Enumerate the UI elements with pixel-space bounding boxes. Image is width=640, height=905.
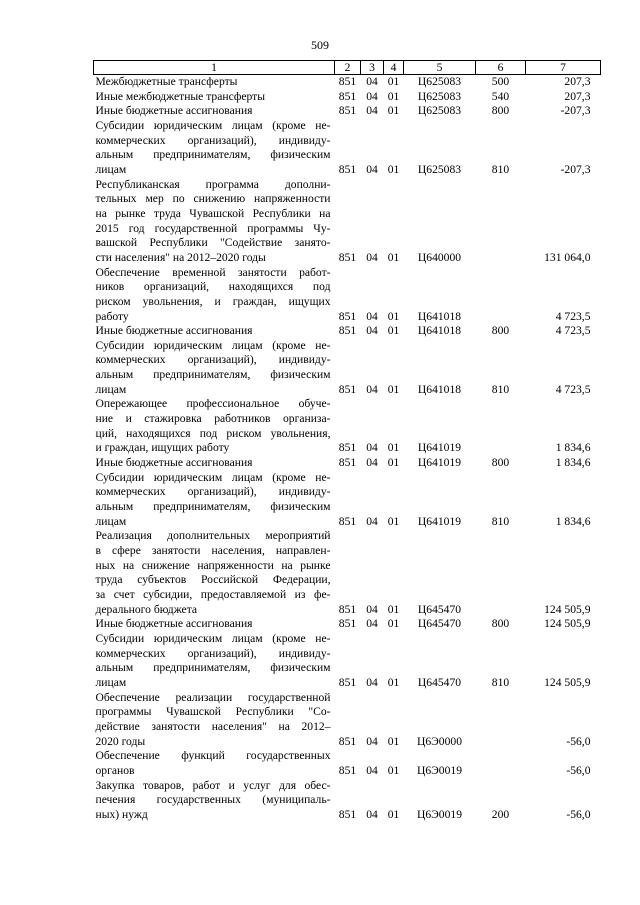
row-target-code: Ц6Э0019	[416, 807, 462, 821]
row-name-line: Межбюджетные трансферты	[95, 75, 238, 88]
row-section: 04	[366, 89, 378, 103]
row-ministry: 851	[338, 514, 357, 528]
row-amount: 124 505,9	[544, 617, 591, 631]
row-target-code: Ц6Э0000	[416, 734, 462, 748]
row-name-line: в сфере занятости населения, направлен-	[95, 544, 331, 557]
row-name	[94, 178, 335, 266]
row-name-line: ние и стажировка работников организа-	[95, 412, 331, 426]
row-target-code: Ц641019	[417, 441, 462, 455]
row-ministry: 851	[338, 807, 357, 821]
row-amount: -56,0	[566, 763, 591, 777]
row-ministry: 851	[338, 675, 357, 689]
row-name-line: дерального бюджета	[95, 602, 198, 616]
row-section: 04	[366, 162, 378, 176]
row-expense-type: 800	[491, 104, 510, 118]
table-row	[94, 471, 601, 530]
row-section: 04	[366, 441, 378, 455]
row-name-line: ций, находящихся под риском увольнения,	[95, 426, 331, 440]
row-name	[94, 104, 335, 119]
row-target-code: Ц625083	[417, 104, 462, 118]
header-cell: 4	[384, 61, 404, 75]
row-name-line: риском увольнения, и граждан, ищущих	[95, 294, 331, 308]
header-cell: 5	[404, 61, 476, 75]
row-subsection: 01	[387, 514, 400, 528]
row-section: 04	[366, 617, 378, 631]
row-subsection: 01	[387, 734, 400, 748]
header-cell: 6	[476, 61, 526, 75]
row-name	[94, 779, 335, 823]
row-name	[94, 529, 335, 617]
row-subsection: 01	[387, 324, 400, 338]
row-name-line: Иные бюджетные ассигнования	[95, 324, 253, 338]
row-name-line: лицам	[95, 514, 127, 528]
row-name-line: труда субъектов Российской Федерации,	[95, 573, 331, 587]
table-row	[94, 617, 601, 632]
row-name-line: альным предпринимателям, физическим	[95, 500, 331, 514]
row-amount: 124 505,9	[544, 675, 591, 689]
row-expense-type: 810	[491, 675, 510, 689]
table-row	[94, 90, 601, 105]
row-section: 04	[366, 456, 378, 470]
table-body	[94, 75, 601, 823]
row-amount: 124 505,9	[544, 602, 591, 616]
row-name	[94, 397, 335, 456]
row-name-line: альным предпринимателям, физическим	[95, 368, 331, 382]
row-amount: -56,0	[566, 734, 591, 748]
table-row	[94, 529, 601, 617]
row-amount: 131 064,0	[544, 250, 591, 264]
row-expense-type	[476, 749, 526, 778]
row-section: 04	[366, 75, 378, 88]
row-target-code: Ц625083	[417, 89, 462, 103]
row-name	[94, 749, 335, 778]
header-cell: 2	[335, 61, 361, 75]
row-ministry: 851	[338, 441, 357, 455]
row-target-code: Ц645470	[417, 617, 462, 631]
row-name-line: Субсидии юридическим лицам (кроме не-	[95, 470, 331, 484]
row-name-line: программы Чувашской Республики "Со-	[95, 705, 331, 719]
row-name	[94, 617, 335, 632]
row-name-line: Субсидии юридическим лицам (кроме не-	[95, 118, 331, 132]
row-section: 04	[366, 734, 378, 748]
row-subsection: 01	[387, 250, 400, 264]
row-amount: 4 723,5	[555, 309, 591, 323]
row-expense-type: 800	[491, 456, 510, 470]
table-row	[94, 119, 601, 178]
row-section: 04	[366, 324, 378, 338]
page-number: 509	[311, 38, 329, 52]
row-amount: 207,3	[564, 89, 591, 103]
row-subsection: 01	[387, 162, 400, 176]
row-name-line: лицам	[95, 382, 127, 396]
row-name-line: Субсидии юридическим лицам (кроме не-	[95, 338, 331, 352]
row-ministry: 851	[338, 456, 357, 470]
table-header	[94, 61, 601, 75]
table-row	[94, 339, 601, 398]
row-target-code: Ц645470	[417, 675, 462, 689]
row-name-line: работу	[95, 309, 129, 323]
row-name	[94, 75, 335, 90]
row-name-line: Обеспечение функций государственных	[95, 749, 331, 763]
row-name-line: лицам	[95, 162, 127, 176]
row-name-line: Иные межбюджетные трансферты	[95, 89, 266, 103]
row-subsection: 01	[387, 75, 400, 88]
table-row	[94, 456, 601, 471]
row-expense-type	[476, 178, 526, 266]
row-amount: 1 834,6	[555, 456, 591, 470]
row-name-line: альным предпринимателям, физическим	[95, 661, 331, 675]
row-subsection: 01	[387, 89, 400, 103]
row-name-line: на рынке труда Чувашской Республики на	[95, 206, 331, 220]
table-row	[94, 104, 601, 119]
row-ministry: 851	[338, 250, 357, 264]
row-amount: -207,3	[560, 104, 591, 118]
row-name-line: 2015 год государственной программы Чу-	[95, 221, 331, 235]
header-row	[94, 61, 601, 75]
row-name-line: Иные бюджетные ассигнования	[95, 456, 253, 470]
row-ministry: 851	[338, 763, 357, 777]
table-row	[94, 266, 601, 325]
row-subsection: 01	[387, 617, 400, 631]
row-name-line: Иные бюджетные ассигнования	[95, 104, 253, 118]
header-cell: 3	[361, 61, 384, 75]
row-name-line: 2020 годы	[95, 734, 146, 748]
row-name-line: Субсидии юридическим лицам (кроме не-	[95, 631, 331, 645]
row-subsection: 01	[387, 763, 400, 777]
row-section: 04	[366, 250, 378, 264]
table-row	[94, 779, 601, 823]
row-name	[94, 691, 335, 750]
table-row	[94, 691, 601, 750]
row-name-line: вашской Республики "Содействие занято-	[95, 236, 331, 250]
header-cell: 1	[94, 61, 335, 75]
row-ministry: 851	[338, 324, 357, 338]
table-row	[94, 324, 601, 339]
row-target-code: Ц625083	[417, 162, 462, 176]
row-subsection: 01	[387, 602, 400, 616]
row-name-line: Республиканская программа дополни-	[95, 177, 331, 191]
row-section: 04	[366, 675, 378, 689]
row-ministry: 851	[338, 734, 357, 748]
row-name-line: коммерческих организаций), индивиду-	[95, 353, 331, 367]
row-subsection: 01	[387, 675, 400, 689]
row-name-line: Иные бюджетные ассигнования	[95, 617, 253, 631]
row-amount: 1 834,6	[555, 514, 591, 528]
row-target-code: Ц641019	[417, 514, 462, 528]
row-section: 04	[366, 309, 378, 323]
row-subsection: 01	[387, 104, 400, 118]
row-ministry: 851	[338, 89, 357, 103]
row-ministry: 851	[338, 382, 357, 396]
row-name-line: Опережающее профессиональное обуче-	[95, 397, 331, 411]
row-name-line: коммерческих организаций), индивиду-	[95, 646, 331, 660]
row-expense-type: 800	[491, 617, 510, 631]
row-target-code: Ц641018	[417, 382, 462, 396]
row-name	[94, 471, 335, 530]
row-name	[94, 339, 335, 398]
row-name-line: коммерческих организаций), индивиду-	[95, 485, 331, 499]
row-amount: 1 834,6	[555, 441, 591, 455]
row-section: 04	[366, 382, 378, 396]
row-expense-type: 810	[491, 382, 510, 396]
row-expense-type	[476, 397, 526, 456]
row-name-line: сти населения" на 2012–2020 годы	[95, 250, 266, 264]
row-expense-type	[476, 691, 526, 750]
row-expense-type: 800	[491, 324, 510, 338]
table-row	[94, 632, 601, 691]
row-target-code: Ц641018	[417, 309, 462, 323]
row-name-line: ных на снижение напряженности на рынке	[95, 558, 331, 572]
row-expense-type: 200	[491, 807, 510, 821]
row-expense-type	[476, 529, 526, 617]
row-expense-type: 810	[491, 162, 510, 176]
row-name-line: ных) нужд	[95, 807, 148, 821]
row-subsection: 01	[387, 456, 400, 470]
row-name-line: Обеспечение временной занятости работ-	[95, 265, 331, 279]
row-name-line: печения государственных (муниципаль-	[95, 793, 331, 807]
row-name	[94, 90, 335, 105]
row-target-code: Ц640000	[417, 250, 462, 264]
table-row	[94, 75, 601, 90]
row-section: 04	[366, 514, 378, 528]
row-target-code: Ц641019	[417, 456, 462, 470]
budget-table	[93, 60, 601, 822]
row-name-line: тельных мер по снижению напряженности	[95, 192, 331, 206]
row-amount: 207,3	[564, 75, 591, 88]
row-amount: 4 723,5	[555, 324, 591, 338]
row-ministry: 851	[338, 104, 357, 118]
row-name-line: Закупка товаров, работ и услуг для обес-	[95, 778, 331, 792]
row-amount: 4 723,5	[555, 382, 591, 396]
row-ministry: 851	[338, 617, 357, 631]
row-target-code: Ц645470	[417, 602, 462, 616]
row-ministry: 851	[338, 162, 357, 176]
row-section: 04	[366, 807, 378, 821]
row-name	[94, 266, 335, 325]
row-name-line: Обеспечение реализации государственной	[95, 690, 331, 704]
row-name	[94, 119, 335, 178]
row-target-code: Ц625083	[417, 75, 462, 88]
row-target-code: Ц641018	[417, 324, 462, 338]
row-name-line: действие занятости населения" на 2012–	[95, 719, 331, 733]
row-section: 04	[366, 602, 378, 616]
row-expense-type: 540	[491, 89, 510, 103]
row-name-line: ников организаций, находящихся под	[95, 280, 331, 294]
row-name-line: Реализация дополнительных мероприятий	[95, 529, 331, 543]
row-amount: -207,3	[560, 162, 591, 176]
row-name	[94, 324, 335, 339]
header-cell: 7	[526, 61, 601, 75]
row-name	[94, 632, 335, 691]
table-row	[94, 397, 601, 456]
row-name-line: за счет субсидии, предоставляемой из фе-	[95, 587, 331, 601]
row-name-line: коммерческих организаций), индивиду-	[95, 133, 331, 147]
row-ministry: 851	[338, 309, 357, 323]
row-amount: -56,0	[566, 807, 591, 821]
row-name-line: и граждан, ищущих работу	[95, 441, 230, 455]
row-subsection: 01	[387, 441, 400, 455]
row-section: 04	[366, 104, 378, 118]
row-subsection: 01	[387, 309, 400, 323]
row-subsection: 01	[387, 382, 400, 396]
row-name-line: лицам	[95, 675, 127, 689]
table-row	[94, 749, 601, 778]
row-ministry: 851	[338, 602, 357, 616]
row-name-line: альным предпринимателям, физическим	[95, 148, 331, 162]
row-expense-type	[476, 266, 526, 325]
row-name	[94, 456, 335, 471]
row-ministry: 851	[338, 75, 357, 88]
table-row	[94, 178, 601, 266]
row-subsection: 01	[387, 807, 400, 821]
row-expense-type: 500	[491, 75, 510, 88]
row-target-code: Ц6Э0019	[416, 763, 462, 777]
row-expense-type: 810	[491, 514, 510, 528]
row-name-line: органов	[95, 763, 135, 777]
row-section: 04	[366, 763, 378, 777]
